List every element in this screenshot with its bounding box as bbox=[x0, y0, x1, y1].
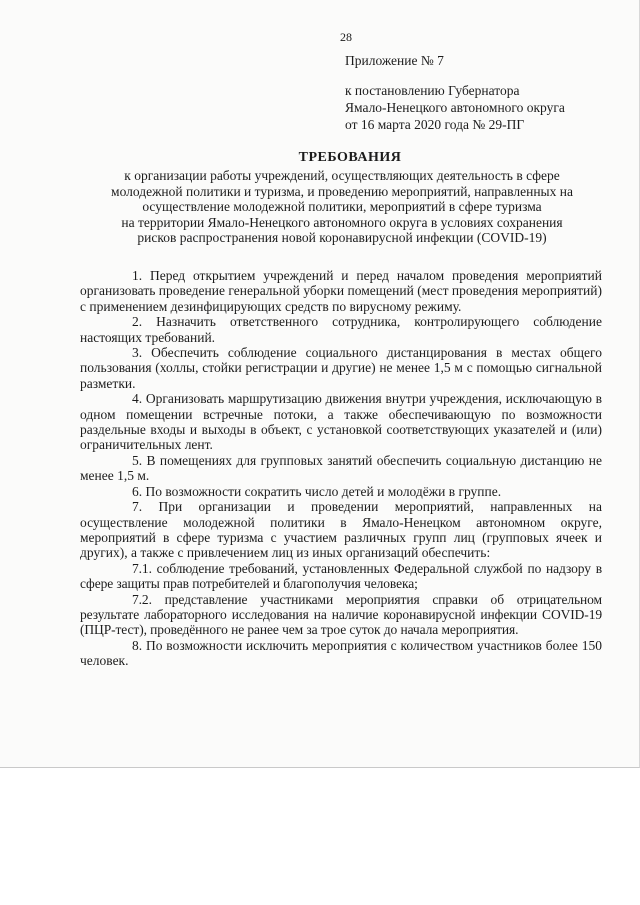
paragraph-7-1: 7.1. соблюдение требований, установленных Федеральной службой по надзору в сфере защиты прав потребителей и благополучия человека; bbox=[80, 560, 602, 592]
appendix-line: Ямало-Ненецкого автономного округа bbox=[345, 100, 565, 115]
subtitle-line: на территории Ямало-Ненецкого автономного округа в условиях сохранения bbox=[121, 214, 563, 230]
paragraph-7-2: 7.2. представление участниками мероприятия справки об отрицательном результате лабораторного исследования на наличие коронавирусной инфекции COVID-19 (ПЦР-тест), проведённого не ранее чем за трое суток до начала мероприятия. bbox=[80, 591, 602, 638]
document-body bbox=[80, 268, 602, 669]
paragraph-3: 3. Обеспечить соблюдение социального дистанцирования в местах общего пользования (холлы, стойки регистрации и другие) не менее 1,5 м с помощью сигнальной разметки. bbox=[80, 345, 602, 391]
paragraph-8: 8. По возможности исключить мероприятия с количеством участников более 150 человек. bbox=[80, 637, 602, 669]
paragraph-6: 6. По возможности сократить число детей и молодёжи в группе. bbox=[132, 483, 502, 499]
appendix-block bbox=[345, 52, 565, 133]
subtitle-line: к организации работы учреждений, осуществляющих деятельность в сфере bbox=[124, 168, 560, 183]
appendix-label: Приложение № 7 bbox=[345, 53, 444, 68]
document-subtitle bbox=[82, 168, 602, 246]
paragraph-4: 4. Организовать маршрутизацию движения внутри учреждения, исключающую в одном помещении встречные потоки, а также обеспечивающую по возможности раздельные входы и выходы в объект, с установкой соответствующих указателей и (или) ограничительных лент. bbox=[80, 391, 602, 453]
paragraph-2: 2. Назначить ответственного сотрудника, контролирующего соблюдение настоящих требований. bbox=[80, 314, 602, 345]
subtitle-line: молодежной политики и туризма, и проведению мероприятий, направленных на bbox=[111, 183, 573, 199]
paragraph-1: 1. Перед открытием учреждений и перед началом проведения мероприятий организовать проведение генеральной уборки помещений (мест проведения мероприятий) с применением дезинфицирующих средств по вирусному режиму. bbox=[80, 268, 602, 314]
document-title: ТРЕБОВАНИЯ bbox=[298, 150, 402, 165]
subtitle-line: рисков распространения новой коронавирусной инфекции (COVID-19) bbox=[137, 230, 547, 245]
paragraph-5: 5. В помещениях для групповых занятий обеспечить социальную дистанцию не менее 1,5 м. bbox=[80, 452, 602, 484]
subtitle-line: осуществление молодежной политики, мероприятий в сфере туризма bbox=[142, 199, 542, 214]
appendix-line: к постановлению Губернатора bbox=[345, 83, 520, 98]
page-number: 28 bbox=[340, 30, 352, 44]
paragraph-7: 7. При организации и проведении мероприятий, направленных на осуществление молодежной политики в Ямало-Ненецком автономном округе, мероприятий в сфере туризма с участием различных групп лиц (групповых ячеек и других), а также с привлечением лиц из иных организаций обеспечить: bbox=[80, 499, 602, 561]
appendix-line: от 16 марта 2020 года № 29-ПГ bbox=[345, 117, 525, 132]
blank-area bbox=[0, 768, 640, 905]
